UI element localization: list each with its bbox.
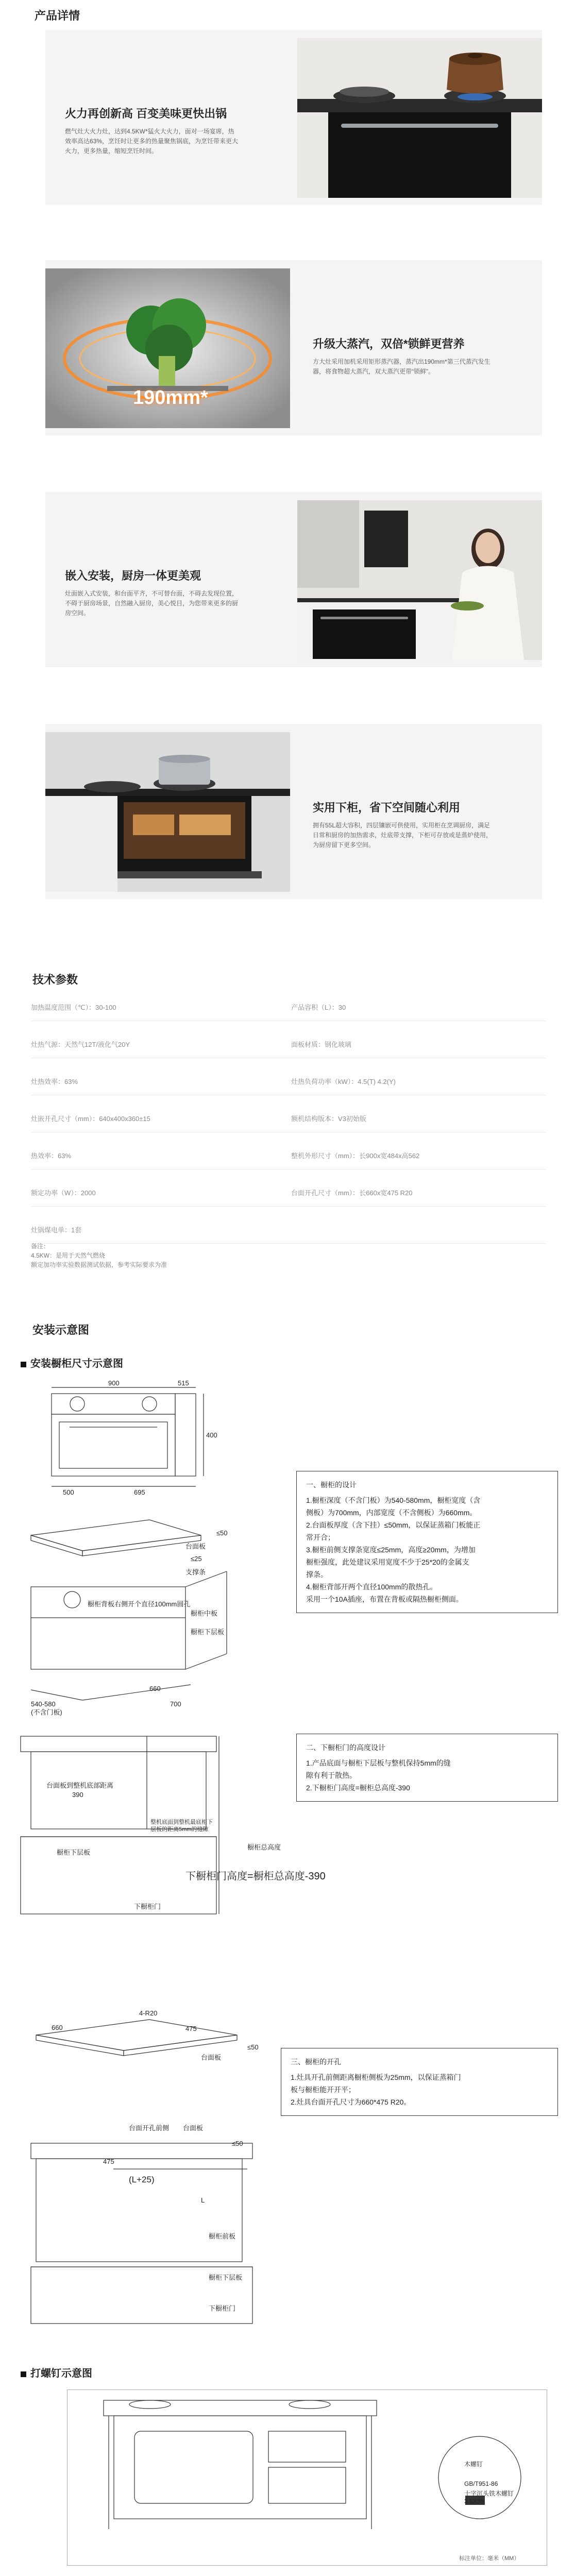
spec-separator: ： <box>331 1115 339 1123</box>
dim-width-bottom-2: 695 <box>134 1488 145 1496</box>
box-title: 三、橱柜的开孔 <box>291 2058 341 2066</box>
box-line: 撑条。 <box>306 1570 328 1579</box>
spec-cell <box>31 1002 116 1012</box>
spec-separator: ： <box>64 1226 72 1234</box>
box-line: 1.产品底面与橱柜下层板与整机保持5mm的缝 <box>306 1759 451 1767</box>
spec-label: 额机结构版本 <box>291 1115 332 1123</box>
spec-label: 整机外形尺寸（mm） <box>291 1152 353 1160</box>
box-line: 2.下橱柜门高度=橱柜总高度-390 <box>306 1784 410 1792</box>
feature-body: 燃气灶大火力灶，达到4.5KW*猛火大火力，面对一场宴席，热效率高达63%，烹饪时让更多的热量聚焦锅底，为烹饪带来更大火力，更多热量，缩短烹饪时间。 <box>65 128 239 155</box>
iso-dim: 540-580 <box>31 1700 56 1708</box>
section-label: 390 <box>72 1791 83 1799</box>
iso-label: 台面板 <box>185 1543 206 1550</box>
dim-height: 400 <box>206 1431 217 1439</box>
spec-label: 热效率 <box>31 1152 52 1160</box>
dim-depth-top: 515 <box>178 1379 189 1387</box>
box-line: 侧板）为700mm，内部宽度（不含侧板）为660mm。 <box>306 1509 477 1517</box>
spec-cell <box>31 1225 81 1234</box>
install-subtitle-1 <box>21 1355 123 1370</box>
spec-label: 灶锅煤电单 <box>31 1226 65 1234</box>
spec-value: 63% <box>64 1078 78 1086</box>
spec-value: 30 <box>338 1004 346 1011</box>
spec-label: 灶热气源 <box>31 1041 58 1048</box>
spec-value: 钢化玻璃 <box>325 1041 352 1048</box>
spec-separator: ： <box>92 1115 99 1123</box>
section-label: 整机底面到整机最底柜下 <box>150 1819 213 1825</box>
spec-value: 长900x宽484x高562 <box>359 1152 420 1160</box>
cabinet-photo <box>45 732 290 892</box>
section-big-label: 下橱柜门高度=橱柜总高度-390 <box>185 1871 326 1882</box>
spec-label: 面板材质 <box>291 1041 318 1048</box>
spec-separator: ： <box>51 1152 58 1160</box>
spec-value: 2000 <box>80 1189 96 1197</box>
section-label: 台面板到整机底部距离 <box>46 1782 114 1789</box>
iso-label: 橱柜中板 <box>191 1609 218 1617</box>
spec-separator: ： <box>352 1189 360 1197</box>
spec-cell <box>291 1002 346 1012</box>
design-note-box-1 <box>296 1471 558 1613</box>
dim-width-top: 900 <box>108 1379 120 1387</box>
box-line: 2.灶具台面开孔尺寸为660*475 R20。 <box>291 2098 411 2106</box>
opening-label: 橱柜下层板 <box>209 2274 243 2281</box>
cabinet-size-diagram <box>21 1378 242 1507</box>
iso-label: 橱柜下层板 <box>191 1628 225 1636</box>
spec-separator: ： <box>318 1041 325 1048</box>
spec-label: 产品容积（L） <box>291 1004 332 1011</box>
spec-value: 30-100 <box>95 1004 116 1011</box>
design-note-box-2 <box>296 1734 558 1802</box>
spec-label: 台面开孔尺寸（mm） <box>291 1189 353 1197</box>
opening-label: 台面板 <box>183 2124 204 2132</box>
spec-cell <box>31 1039 130 1049</box>
screw-spec: 十字沉头铁木螺钉 <box>464 2490 514 2497</box>
iso-label: ≤25 <box>191 1555 202 1563</box>
spec-label: 额定功率（W） <box>31 1189 74 1197</box>
section-label: 橱柜下层板 <box>57 1849 91 1856</box>
feature-body: 灶面嵌入式安装，和台面平齐，不可替台面，不碍去发现位置，不碍于厨房场景，自然融入厨房，美心悦目，为您带来更多的厨房空间。 <box>65 590 239 617</box>
spec-cell <box>31 1076 78 1086</box>
spec-label: 灶嵌开孔尺寸（mm） <box>31 1115 93 1123</box>
spec-cell <box>31 1188 96 1197</box>
steam-badge: 190mm* <box>133 387 208 409</box>
spec-cell <box>291 1076 396 1086</box>
opening-label: L <box>201 2196 205 2204</box>
cooktop-photo <box>297 38 542 198</box>
screw-diagram <box>67 2390 547 2565</box>
box-title: 一、橱柜的设计 <box>306 1481 357 1489</box>
box-line: 3.橱柜前侧支撑条宽度≤25mm，高度≥20mm，为增加 <box>306 1546 476 1554</box>
iso-dim: 660 <box>149 1685 161 1692</box>
kitchen-photo <box>297 500 542 660</box>
iso-dim: (不含门板) <box>31 1708 62 1716</box>
spec-cell <box>291 1188 413 1197</box>
opening-top-label: 660 <box>52 2024 63 2031</box>
box-line: 1.橱柜深度（不含门板）为540-580mm，橱柜宽度（含 <box>306 1496 481 1504</box>
spec-divider <box>31 1169 546 1170</box>
spec-cell <box>291 1039 351 1049</box>
steam-photo <box>45 268 290 428</box>
cabinet-iso-diagram <box>21 1515 289 1721</box>
spec-note: 4.5KW：是用于天然气燃烧 <box>31 1252 106 1259</box>
box-line: 常开合； <box>306 1533 335 1541</box>
box-title: 二、下橱柜门的高度设计 <box>306 1743 385 1752</box>
feature-heading: 火力再创新高 百变美味更快出锅 <box>65 107 227 120</box>
opening-diagram <box>15 1999 294 2329</box>
box-line: 隙有利于散热。 <box>306 1771 357 1780</box>
product-detail-title: 产品详情 <box>35 9 80 22</box>
opening-label: 下橱柜门 <box>209 2304 236 2312</box>
install-title: 安装示意图 <box>32 1324 90 1336</box>
spec-separator: ： <box>352 1152 360 1160</box>
spec-separator: ： <box>58 1041 65 1048</box>
install-subtitle-text: 安装橱柜尺寸示意图 <box>30 1358 123 1369</box>
spec-label: 灶热负荷功率（kW） <box>291 1078 351 1086</box>
spec-note: 额定加功率实验数据测试依据，参考实际要求为准 <box>31 1261 167 1268</box>
feature-body: 拥有55L超大容积，四层镶嵌可供使用，实用柜在烹调厨房，满足日常和厨房的加热需求，灶底带支撑，下柜可存放或是蒸炉使用，为厨房留下更多空间。 <box>313 822 493 849</box>
spec-value: V3初始版 <box>338 1115 366 1123</box>
box-line: 板与橱柜能开开平； <box>291 2086 356 2094</box>
section-label: 层板的距离5mm的缝隙 <box>150 1826 209 1833</box>
install-subtitle-text: 打螺钉示意图 <box>30 2368 92 2379</box>
screw-diagram-frame <box>67 2389 547 2566</box>
spec-value: 长660x宽475 R20 <box>359 1189 413 1197</box>
feature-heading: 嵌入安装，厨房一体更美观 <box>65 569 201 582</box>
spec-value: 63% <box>58 1152 72 1160</box>
section-side-label: 橱柜总高度 <box>247 1843 281 1851</box>
spec-separator: ： <box>89 1004 96 1011</box>
spec-value: 1套 <box>71 1226 82 1234</box>
screw-title: 木螺钉 <box>464 2461 483 2468</box>
bullet-square-icon <box>21 2371 26 2377</box>
feature-body: 方大灶采用加机采用矩形蒸汽器，蒸汽出190mm*第三代蒸汽发生器，将食物超大蒸汽，双大蒸汽更带“锁鲜”。 <box>313 358 491 375</box>
iso-label: 橱柜背板右侧开个直径100mm圆孔 <box>88 1600 191 1608</box>
spec-divider <box>31 1206 546 1207</box>
opening-label: ≤50 <box>232 2140 243 2147</box>
opening-label: (L+25) <box>129 2175 155 2184</box>
cabinet-section-diagram <box>15 1726 326 1927</box>
unit-note: 标注单位：毫米（MM） <box>459 2555 520 2562</box>
spec-cell <box>291 1113 366 1123</box>
design-note-box-3 <box>281 2048 558 2116</box>
feature-card-1 <box>45 30 542 205</box>
spec-notes <box>31 1242 289 1269</box>
box-line: 2.台面板厚度（含下挂）≤50mm，以保证蒸箱门板能正 <box>306 1521 481 1529</box>
opening-top-label: ≤50 <box>247 2043 259 2051</box>
spec-cell <box>291 1150 419 1160</box>
opening-top-label: 475 <box>185 2025 197 2032</box>
iso-dim: 700 <box>170 1700 181 1708</box>
spec-separator: ： <box>351 1078 358 1086</box>
opening-label: 475 <box>103 2158 114 2165</box>
install-footnote <box>67 2573 255 2576</box>
box-line: 采用一个10A插座，布置在背板或隔热橱柜侧面。 <box>306 1595 463 1603</box>
iso-label: ≤50 <box>216 1529 228 1537</box>
feature-card-4 <box>45 724 542 899</box>
opening-top-label: 台面板 <box>201 2054 222 2061</box>
spec-label: 加热温度范围（℃） <box>31 1004 89 1011</box>
box-line: 4.橱柜背部开两个直径100mm的散热孔。 <box>306 1583 437 1591</box>
box-line: 橱柜强度，此处建议采用宽度不少于25*20的金属支 <box>306 1558 469 1566</box>
spec-separator: ： <box>58 1078 65 1086</box>
screw-spec: 3.5X35 <box>464 2498 484 2505</box>
feature-heading: 实用下柜，省下空间随心利用 <box>313 801 461 814</box>
screw-spec: GB/T951-86 <box>464 2480 498 2487</box>
spec-separator: ： <box>331 1004 339 1011</box>
feature-heading: 升级大蒸汽，双倍*锁鲜更营养 <box>313 337 465 350</box>
dim-width-bottom: 500 <box>63 1488 74 1496</box>
feature-card-3 <box>45 492 542 667</box>
spec-cell <box>31 1113 150 1123</box>
feature-card-2 <box>45 260 542 435</box>
bullet-square-icon <box>21 1362 26 1367</box>
box-line: 1.灶具开孔前侧距离橱柜侧板为25mm，以保证蒸箱门 <box>291 2073 461 2081</box>
section-label: 下橱柜门 <box>134 1903 161 1910</box>
opening-label: 橱柜前板 <box>209 2232 236 2240</box>
spec-cell <box>31 1150 71 1160</box>
opening-label: 台面开孔前侧 <box>129 2124 170 2132</box>
iso-label: 支撑条 <box>185 1568 206 1576</box>
opening-top-label: 4-R20 <box>139 2009 158 2017</box>
spec-separator: ： <box>74 1189 81 1197</box>
spec-note: 备注： <box>31 1243 50 1250</box>
spec-value: 4.5(T) 4.2(Y) <box>358 1078 396 1086</box>
spec-value: 640x400x360±15 <box>99 1115 150 1123</box>
specs-title: 技术参数 <box>32 973 78 986</box>
spec-label: 灶热效率 <box>31 1078 58 1086</box>
install-subtitle-2 <box>21 2365 92 2380</box>
spec-value: 天然气12T/液化气20Y <box>64 1041 130 1048</box>
